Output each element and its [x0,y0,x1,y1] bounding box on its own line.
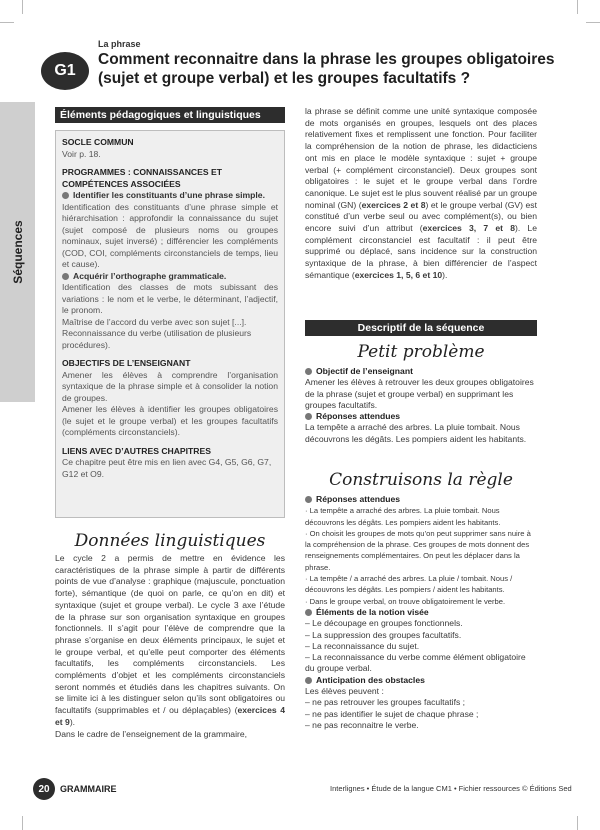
petit-probleme-block [305,366,537,445]
chapter-badge: G1 [41,52,89,90]
reponses2-line-2: · On choisit les groupes de mots qu’on peut supprimer sans nuire à la compréhension de la phrase. Ces groupes de mots donnent des renseignements complémentaires. On peut les déplacer dans la phrase. [305,528,531,572]
anticipation-heading: Anticipation des obstacles [305,675,537,686]
objectif-heading: Objectif de l’enseignant [305,366,537,377]
reponses-text: La tempête a arraché des arbres. La pluie tombait. Nous découvrons les dégâts. Les pompiers aident les habitants. [305,422,527,444]
bullet-icon [62,192,69,199]
elements-item: – La reconnaissance du sujet. [305,640,420,651]
crop-mark [577,0,578,14]
reponses2-line-4: · Dans le groupe verbal, on trouve obligatoirement le verbe. [305,596,506,606]
anticipation-intro: Les élèves peuvent : [305,686,384,697]
bullet-icon [305,496,312,503]
socle-title: SOCLE COMMUN [62,137,134,147]
donnees-title: Données linguistiques [74,531,266,551]
crop-mark [22,816,23,830]
programme-item-2-text-b: Maîtrise de l’accord du verbe avec son sujet [...]. [62,316,247,327]
anticipation-item: – ne pas retrouver les groupes facultatifs ; [305,697,466,708]
crop-mark [586,22,600,23]
footer-credit: Interlignes • Étude de la langue CM1 • Fichier ressources © Éditions Sed [330,784,572,793]
programme-item-1-text: Identification des constituants d’une phrase simple et hiérarchisation : approfondir la connaissance du sujet (sujet composé de plusieurs noms ou groupes nominaux, sujet inversé) ; différencier les compléments (COD, COI, compléments circonstanciels de temps, lieu et cause). [62,201,278,269]
objectifs-text-b: Amener les élèves à identifier les groupes obligatoires (le sujet et le groupe verbal) et les groupes facultatifs (compléments circonstanciels). [62,404,278,437]
liens-title: LIENS AVEC D’AUTRES CHAPITRES [62,445,211,456]
page-number: 20 [33,778,55,800]
page-title: Comment reconnaitre dans la phrase les groupes obligatoires (sujet et groupe verbal) et les groupes facultatifs ? [98,51,555,87]
elements-item: – La suppression des groupes facultatifs. [305,629,462,640]
bullet-icon [62,273,69,280]
liens-text: Ce chapitre peut être mis en lien avec G4, G5, G6, G7, G12 et O9. [62,457,272,479]
reponses2-heading: Réponses attendues [305,494,537,505]
programme-item-2-title: Acquérir l’orthographe grammaticale. [62,271,278,283]
construisons-title: Construisons la règle [329,470,513,490]
objectifs-title: OBJECTIFS DE L’ENSEIGNANT [62,358,191,368]
section-title-pedagogical: Éléments pédagogiques et linguistiques [55,107,285,123]
pedagogical-box [55,130,285,518]
socle-text: Voir p. 18. [62,148,101,159]
programme-item-2-text-c: Reconnaissance du verbe (utilisation de plusieurs procédures). [62,328,252,350]
anticipation-item: – ne pas identifier le sujet de chaque phrase ; [305,708,479,719]
crop-mark [0,22,14,23]
donnees-body [55,553,285,768]
bullet-icon [305,677,312,684]
bullet-icon [305,413,312,420]
elements-heading: Éléments de la notion visée [305,607,537,618]
petit-probleme-title: Petit problème [357,342,485,362]
donnees-paragraph: Le cycle 2 a permis de mettre en évidence les caractéristiques de la phrase simple à partir de différents points de vue d’analyse : graphique (majuscule, ponctuation forte), sémantique (de quoi on parle, ce qu’on en dit) et syntaxique (sujet et groupe verbal). Le cycle 3 axe l’étude de la phrase sur son organisation syntaxique en groupes fonctionnels. Il s’agit pour l’élève de comprendre que la phrase s’organise en deux éléments principaux, le sujet et le groupe verbal, et qu’elle peut comporter des éléments facultatifs, les compléments circonstanciels. Les compléments d’objet et les compléments circonstanciels seront nommés et étudiés dans les chapitres suivants. On se limite ici à les distinguer selon qu’ils sont obligatoires ou facultatifs (supprimables et / ou déplaçables) (exercices 4 et 9). [55,553,285,727]
chapter-kicker: La phrase [98,39,141,49]
intro-paragraph: la phrase se définit comme une unité syntaxique composée de mots organisés en groupes, lesquels ont des places relativement fixes et remplissent une fonction. Pour faciliter la compréhension de la notion de phrase, les didacticiens ont mis en place le modèle syntaxique : sujet + groupe verbal (+ complément circonstanciel). Deux groupes sont obligatoires : le sujet et le groupe verbal dans l’ordre canonique. Le sujet est le plus souvent réalisé par un groupe nominal (GN) (exercices 2 et 8) et le groupe verbal (GV) est constitué d’un verbe seul ou avec complément(s), ou bien encore suivi d’un attribut (exercices 3, 7 et 8). Le complément circonstanciel est facultatif : il peut être supprimé ou déplacé, sans incidence sur la construction syntaxique de la phrase, à bien différencier de l’aspect sémantique (exercices 1, 5, 6 et 10). [305,106,537,280]
elements-item: – Le découpage en groupes fonctionnels. [305,618,463,629]
crop-mark [22,0,23,14]
programmes-title: PROGRAMMES : CONNAISSANCES ET COMPÉTENCES ASSOCIÉES [62,167,222,189]
sequences-side-tab [0,102,35,402]
programme-item-2-text-a: Identification des classes de mots subissant des variations : le nom et le verbe, le déterminant, l’adjectif, le pronom. [62,282,278,315]
side-tab-label: Séquences [10,220,25,284]
objectif-text: Amener les élèves à retrouver les deux groupes obligatoires de la phrase (sujet et groupe verbal) en supprimant les groupes facultatifs. [305,377,534,410]
construisons-block [305,494,537,731]
section-title-descriptif: Descriptif de la séquence [305,320,537,336]
programme-item-1-title: Identifier les constituants d’une phrase simple. [62,190,278,202]
reponses-heading: Réponses attendues [305,411,537,422]
anticipation-item: – ne pas reconnaitre le verbe. [305,719,419,730]
bullet-icon [305,368,312,375]
reponses2-line-1: · La tempête a arraché des arbres. La pluie tombait. Nous découvrons les dégâts. Les pompiers aident les habitants. [305,506,501,527]
bullet-icon [305,609,312,616]
objectifs-text-a: Amener les élèves à comprendre l’organisation syntaxique de la phrase simple et à consolider la notion de groupes. [62,369,278,403]
elements-item: – La reconnaissance du verbe comme élément obligatoire du groupe verbal. [305,652,526,674]
footer-label: GRAMMAIRE [60,784,117,794]
crop-mark [577,816,578,830]
reponses2-line-3: · La tempête / a arraché des arbres. La pluie / tombait. Nous / découvrons les dégâts. Les pompiers / aident les habitants. [305,574,513,595]
donnees-paragraph-2: Dans le cadre de l’enseignement de la grammaire, [55,728,248,739]
